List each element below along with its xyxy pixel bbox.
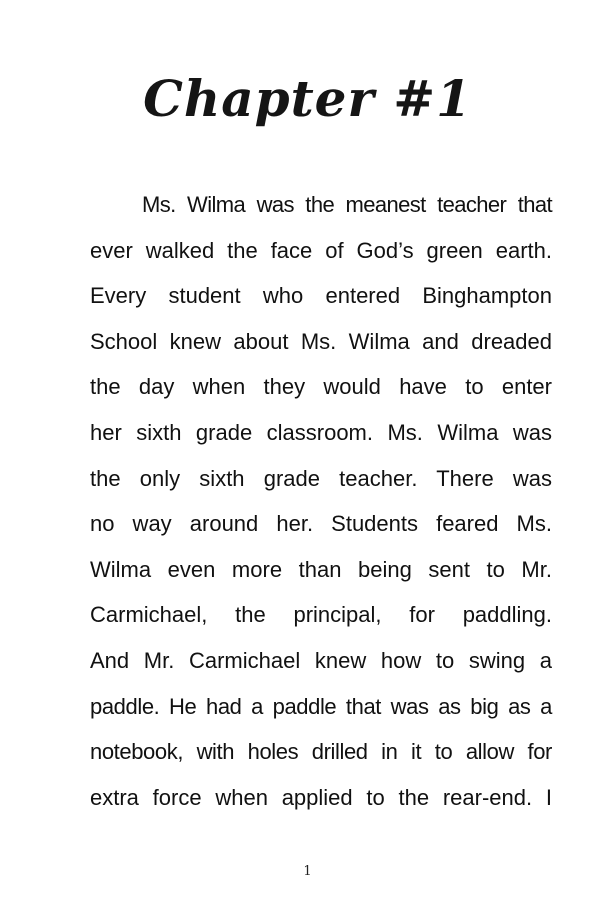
text-line-12: paddle. He had a paddle that was as big as a [90, 693, 552, 719]
body-text [90, 182, 552, 820]
text-line-13: notebook, with holes drilled in it to allow for [90, 739, 552, 765]
text-line-10: Carmichael, the principal, for paddling. [90, 602, 552, 628]
text-line-14: extra force when applied to the rear-end. I [90, 784, 552, 810]
text-line-6: her sixth grade classroom. Ms. Wilma was [90, 419, 552, 445]
text-line-4: School knew about Ms. Wilma and dreaded [90, 328, 552, 354]
chapter-title: Chapter #1 [143, 69, 472, 128]
text-line-8: no way around her. Students feared Ms. [90, 511, 552, 537]
text-line-11: And Mr. Carmichael knew how to swing a [90, 647, 552, 673]
text-line-1: Ms. Wilma was the meanest teacher that [142, 192, 552, 217]
text-line-9: Wilma even more than being sent to Mr. [90, 556, 552, 582]
text-line-3: Every student who entered Binghampton [90, 283, 552, 309]
text-line-5: the day when they would have to enter [90, 374, 552, 400]
page-number: 1 [303, 864, 312, 879]
text-line-2: ever walked the face of God’s green earth. [90, 237, 552, 263]
text-line-7: the only sixth grade teacher. There was [90, 465, 552, 491]
